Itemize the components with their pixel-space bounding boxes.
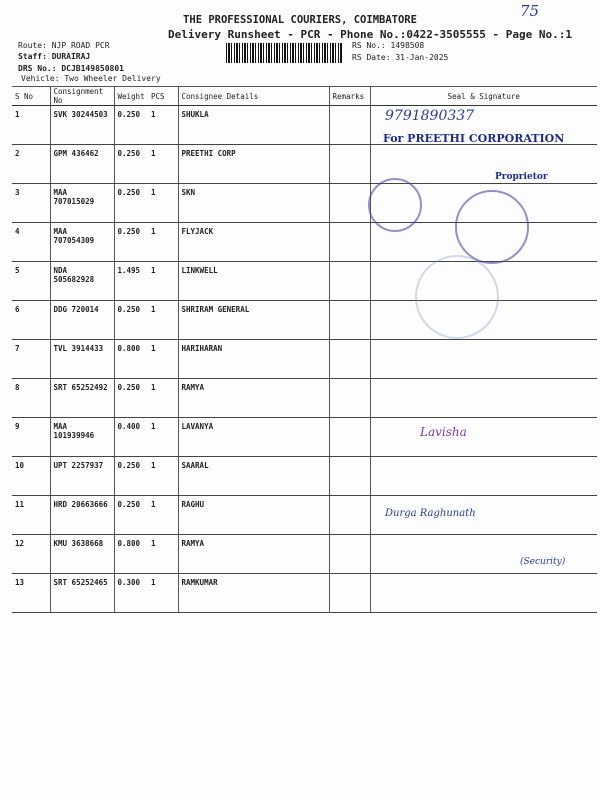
signature-security: (Security) xyxy=(520,557,566,567)
vehicle: Vehicle: Two Wheeler Delivery xyxy=(21,74,161,83)
route: Route: NJP ROAD PCR xyxy=(18,41,110,50)
barcode xyxy=(226,43,342,63)
consignee-name: LINKWELL xyxy=(178,262,329,301)
consignment-number: KMU 3638668 xyxy=(50,535,114,574)
round-seal-2 xyxy=(455,190,529,264)
weight: 0.250 xyxy=(114,223,148,262)
serial-number: 5 xyxy=(12,262,50,301)
pieces: 1 xyxy=(148,418,178,457)
pieces: 1 xyxy=(148,535,178,574)
pieces: 1 xyxy=(148,340,178,379)
handwritten-phone: 9791890337 xyxy=(385,108,475,124)
table-row xyxy=(12,457,597,496)
weight: 0.250 xyxy=(114,184,148,223)
consignee-name: SKN xyxy=(178,184,329,223)
col-remarks: Remarks xyxy=(329,87,370,106)
serial-number: 3 xyxy=(12,184,50,223)
consignee-name: HARIHARAN xyxy=(178,340,329,379)
weight: 0.250 xyxy=(114,145,148,184)
remarks-cell xyxy=(329,535,370,574)
weight: 1.495 xyxy=(114,262,148,301)
round-seal-faint xyxy=(415,255,499,339)
serial-number: 2 xyxy=(12,145,50,184)
table-header xyxy=(12,87,597,106)
consignee-name: SHRIRAM GENERAL xyxy=(178,301,329,340)
runsheet-table xyxy=(12,86,597,613)
remarks-cell xyxy=(329,496,370,535)
serial-number: 11 xyxy=(12,496,50,535)
col-consignment: Consignment No xyxy=(50,87,114,106)
consignment-number: SVK 30244503 xyxy=(50,106,114,145)
signature-cell xyxy=(370,457,597,496)
consignment-number: HRD 20663666 xyxy=(50,496,114,535)
table-row xyxy=(12,340,597,379)
runsheet-subtitle: Delivery Runsheet - PCR - Phone No.:0422-3505555 - Page No.:1 xyxy=(168,28,572,41)
signature-cell xyxy=(370,340,597,379)
table-row xyxy=(12,535,597,574)
remarks-cell xyxy=(329,301,370,340)
pieces: 1 xyxy=(148,184,178,223)
remarks-cell xyxy=(329,223,370,262)
consignment-number: UPT 2257937 xyxy=(50,457,114,496)
company-stamp: For PREETHI CORPORATION xyxy=(383,132,565,145)
pieces: 1 xyxy=(148,262,178,301)
page-mark: 75 xyxy=(520,2,540,20)
weight: 0.250 xyxy=(114,457,148,496)
table-row xyxy=(12,418,597,457)
weight: 0.250 xyxy=(114,301,148,340)
consignment-number: MAA 707015029 xyxy=(50,184,114,223)
col-consignee: Consignee Details xyxy=(178,87,329,106)
remarks-cell xyxy=(329,184,370,223)
weight: 0.300 xyxy=(114,574,148,613)
consignment-number: NDA 505682928 xyxy=(50,262,114,301)
col-sno: S No xyxy=(12,87,50,106)
serial-number: 13 xyxy=(12,574,50,613)
remarks-cell xyxy=(329,457,370,496)
signature-cell xyxy=(370,145,597,184)
consignee-name: FLYJACK xyxy=(178,223,329,262)
pieces: 1 xyxy=(148,379,178,418)
remarks-cell xyxy=(329,340,370,379)
table-row xyxy=(12,496,597,535)
table-row xyxy=(12,574,597,613)
serial-number: 4 xyxy=(12,223,50,262)
signature-cell xyxy=(370,379,597,418)
weight: 0.400 xyxy=(114,418,148,457)
consignee-name: SHUKLA xyxy=(178,106,329,145)
remarks-cell xyxy=(329,145,370,184)
serial-number: 7 xyxy=(12,340,50,379)
consignee-name: RAMKUMAR xyxy=(178,574,329,613)
remarks-cell xyxy=(329,379,370,418)
weight: 0.250 xyxy=(114,379,148,418)
consignee-name: RAMYA xyxy=(178,379,329,418)
consignment-number: GPM 436462 xyxy=(50,145,114,184)
signature-cell xyxy=(370,574,597,613)
pieces: 1 xyxy=(148,574,178,613)
consignment-number: TVL 3914433 xyxy=(50,340,114,379)
pieces: 1 xyxy=(148,106,178,145)
consignment-number: MAA 101939946 xyxy=(50,418,114,457)
serial-number: 1 xyxy=(12,106,50,145)
pieces: 1 xyxy=(148,301,178,340)
table-row xyxy=(12,262,597,301)
weight: 0.800 xyxy=(114,340,148,379)
consignment-number: DDG 720014 xyxy=(50,301,114,340)
pieces: 1 xyxy=(148,223,178,262)
weight: 0.250 xyxy=(114,106,148,145)
serial-number: 12 xyxy=(12,535,50,574)
weight: 0.250 xyxy=(114,496,148,535)
staff: Staff: DURAIRAJ xyxy=(18,52,91,61)
consignee-name: SAARAL xyxy=(178,457,329,496)
signature-cell xyxy=(370,418,597,457)
serial-number: 9 xyxy=(12,418,50,457)
consignment-number: MAA 707054309 xyxy=(50,223,114,262)
signature-raghu: Durga Raghunath xyxy=(385,508,476,519)
pieces: 1 xyxy=(148,457,178,496)
table-row xyxy=(12,301,597,340)
proprietor-stamp: Proprietor xyxy=(495,172,548,182)
serial-number: 8 xyxy=(12,379,50,418)
rs-date: RS Date: 31-Jan-2025 xyxy=(352,53,449,62)
pieces: 1 xyxy=(148,496,178,535)
consignee-name: LAVANYA xyxy=(178,418,329,457)
remarks-cell xyxy=(329,106,370,145)
serial-number: 10 xyxy=(12,457,50,496)
signature-lavanya: Lavisha xyxy=(420,425,467,439)
weight: 0.800 xyxy=(114,535,148,574)
signature-cell xyxy=(370,535,597,574)
consignment-number: SRT 65252465 xyxy=(50,574,114,613)
col-seal: Seal & Signature xyxy=(370,87,597,106)
table-row xyxy=(12,379,597,418)
consignment-number: SRT 65252492 xyxy=(50,379,114,418)
col-pcs: PCS xyxy=(148,87,178,106)
col-weight: Weight xyxy=(114,87,148,106)
consignee-name: PREETHI CORP xyxy=(178,145,329,184)
consignee-name: RAGHU xyxy=(178,496,329,535)
consignee-name: RAMYA xyxy=(178,535,329,574)
remarks-cell xyxy=(329,262,370,301)
pieces: 1 xyxy=(148,145,178,184)
serial-number: 6 xyxy=(12,301,50,340)
remarks-cell xyxy=(329,418,370,457)
company-title: THE PROFESSIONAL COURIERS, COIMBATORE xyxy=(183,14,417,26)
round-seal-1 xyxy=(368,178,422,232)
remarks-cell xyxy=(329,574,370,613)
drs-number: DRS No.: DCJB149850801 xyxy=(18,64,124,73)
rs-number: RS No.: 1498508 xyxy=(352,41,425,50)
